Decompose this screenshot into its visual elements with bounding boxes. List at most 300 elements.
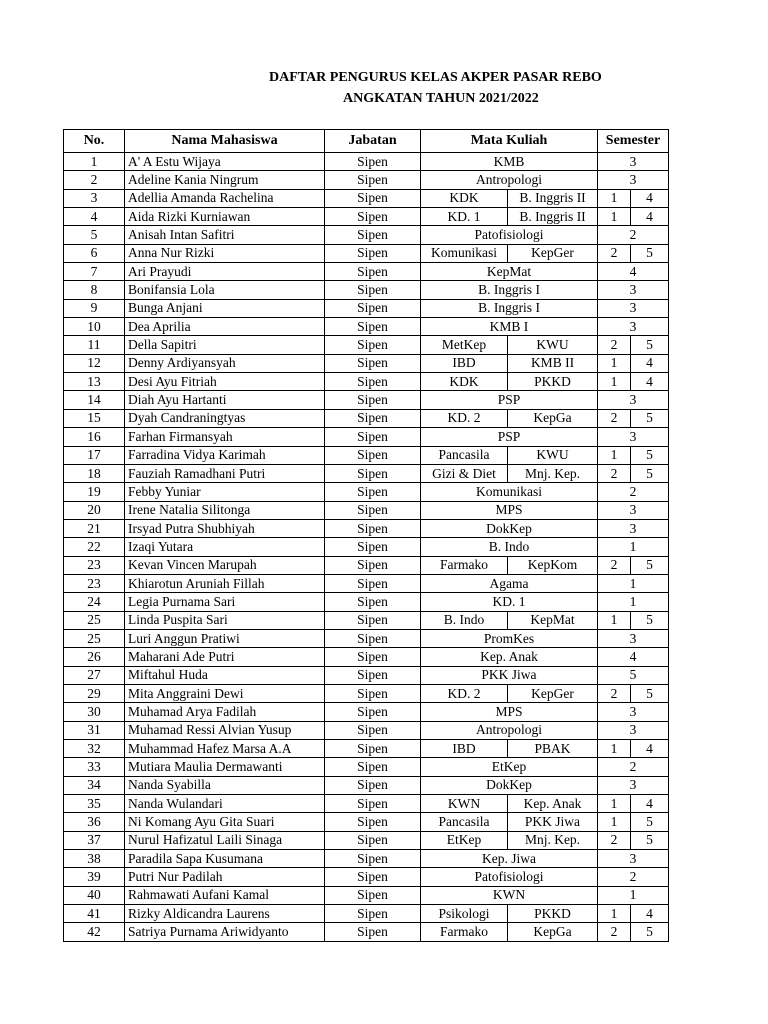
- position: Sipen: [325, 244, 421, 262]
- position: Sipen: [325, 391, 421, 409]
- document-title: DAFTAR PENGURUS KELAS AKPER PASAR REBO: [269, 70, 602, 85]
- student-name: Kevan Vincen Marupah: [125, 556, 325, 574]
- table-row: [64, 776, 669, 794]
- position: Sipen: [325, 666, 421, 684]
- position: Sipen: [325, 556, 421, 574]
- semester-value: 1: [598, 373, 631, 391]
- position: Sipen: [325, 721, 421, 739]
- course-name: PKKD: [508, 373, 598, 391]
- row-number: 8: [64, 281, 125, 299]
- position: Sipen: [325, 795, 421, 813]
- table-row: [64, 483, 669, 501]
- student-name: Irene Natalia Silitonga: [125, 501, 325, 519]
- position: Sipen: [325, 281, 421, 299]
- row-number: 1: [64, 153, 125, 171]
- row-number: 30: [64, 703, 125, 721]
- course-name: MetKep: [421, 336, 508, 354]
- row-number: 24: [64, 593, 125, 611]
- position: Sipen: [325, 758, 421, 776]
- course-name: KD. 2: [421, 684, 508, 702]
- row-number: 3: [64, 189, 125, 207]
- course-name: Pancasila: [421, 813, 508, 831]
- table-row: [64, 226, 669, 244]
- table-row: [64, 318, 669, 336]
- semester-value: 2: [598, 226, 669, 244]
- row-number: 35: [64, 795, 125, 813]
- course-name: Mnj. Kep.: [508, 831, 598, 849]
- semester-value: 2: [598, 684, 631, 702]
- table-row: [64, 464, 669, 482]
- semester-value: 5: [631, 446, 669, 464]
- semester-value: 3: [598, 281, 669, 299]
- course-name: B. Inggris II: [508, 208, 598, 226]
- course-name: IBD: [421, 354, 508, 372]
- student-name: Farradina Vidya Karimah: [125, 446, 325, 464]
- semester-value: 3: [598, 299, 669, 317]
- table-row: [64, 244, 669, 262]
- semester-value: 4: [631, 208, 669, 226]
- semester-value: 4: [598, 263, 669, 281]
- course-name: KepMat: [421, 263, 598, 281]
- semester-value: 4: [631, 795, 669, 813]
- position: Sipen: [325, 299, 421, 317]
- table-row: [64, 299, 669, 317]
- student-name: Adellia Amanda Rachelina: [125, 189, 325, 207]
- student-name: Izaqi Yutara: [125, 538, 325, 556]
- row-number: 18: [64, 464, 125, 482]
- semester-value: 3: [598, 171, 669, 189]
- semester-value: 1: [598, 446, 631, 464]
- position: Sipen: [325, 153, 421, 171]
- table-row: [64, 813, 669, 831]
- semester-value: 2: [598, 923, 631, 941]
- course-name: KWU: [508, 336, 598, 354]
- course-name: KDK: [421, 189, 508, 207]
- student-name: Febby Yuniar: [125, 483, 325, 501]
- position: Sipen: [325, 373, 421, 391]
- course-name: Farmako: [421, 923, 508, 941]
- course-name: KepGa: [508, 923, 598, 941]
- student-name: Mutiara Maulia Dermawanti: [125, 758, 325, 776]
- semester-value: 3: [598, 629, 669, 647]
- semester-value: 4: [631, 189, 669, 207]
- student-name: Linda Puspita Sari: [125, 611, 325, 629]
- course-name: PSP: [421, 428, 598, 446]
- row-number: 41: [64, 905, 125, 923]
- course-name: KMB II: [508, 354, 598, 372]
- position: Sipen: [325, 574, 421, 592]
- course-name: Mnj. Kep.: [508, 464, 598, 482]
- position: Sipen: [325, 611, 421, 629]
- course-name: KepMat: [508, 611, 598, 629]
- position: Sipen: [325, 171, 421, 189]
- student-name: Nanda Wulandari: [125, 795, 325, 813]
- semester-value: 5: [631, 611, 669, 629]
- row-number: 23: [64, 556, 125, 574]
- position: Sipen: [325, 263, 421, 281]
- position: Sipen: [325, 684, 421, 702]
- row-number: 2: [64, 171, 125, 189]
- row-number: 20: [64, 501, 125, 519]
- position: Sipen: [325, 776, 421, 794]
- semester-value: 1: [598, 886, 669, 904]
- course-name: KD. 2: [421, 409, 508, 427]
- table-header-row: [64, 130, 669, 153]
- course-name: DokKep: [421, 519, 598, 537]
- student-name: Anisah Intan Safitri: [125, 226, 325, 244]
- course-name: Pancasila: [421, 446, 508, 464]
- student-name: Rahmawati Aufani Kamal: [125, 886, 325, 904]
- course-name: MPS: [421, 501, 598, 519]
- semester-value: 1: [598, 593, 669, 611]
- semester-value: 3: [598, 391, 669, 409]
- position: Sipen: [325, 501, 421, 519]
- course-name: PromKes: [421, 629, 598, 647]
- semester-value: 5: [631, 923, 669, 941]
- table-row: [64, 446, 669, 464]
- course-name: Kep. Anak: [508, 795, 598, 813]
- course-name: Antropologi: [421, 171, 598, 189]
- semester-value: 5: [631, 813, 669, 831]
- semester-value: 3: [598, 703, 669, 721]
- course-name: MPS: [421, 703, 598, 721]
- semester-value: 4: [598, 648, 669, 666]
- student-name: A' A Estu Wijaya: [125, 153, 325, 171]
- row-number: 21: [64, 519, 125, 537]
- table-row: [64, 409, 669, 427]
- course-name: Patofisiologi: [421, 226, 598, 244]
- row-number: 13: [64, 373, 125, 391]
- table-row: [64, 923, 669, 941]
- row-number: 29: [64, 684, 125, 702]
- position: Sipen: [325, 850, 421, 868]
- table-row: [64, 831, 669, 849]
- table-row: [64, 593, 669, 611]
- table-row: [64, 538, 669, 556]
- position: Sipen: [325, 831, 421, 849]
- row-number: 23: [64, 574, 125, 592]
- row-number: 19: [64, 483, 125, 501]
- student-name: Diah Ayu Hartanti: [125, 391, 325, 409]
- semester-value: 1: [598, 574, 669, 592]
- semester-value: 5: [631, 831, 669, 849]
- course-name: KepKom: [508, 556, 598, 574]
- semester-value: 2: [598, 483, 669, 501]
- row-number: 26: [64, 648, 125, 666]
- row-number: 7: [64, 263, 125, 281]
- row-number: 39: [64, 868, 125, 886]
- student-name: Fauziah Ramadhani Putri: [125, 464, 325, 482]
- semester-value: 1: [598, 795, 631, 813]
- student-name: Ari Prayudi: [125, 263, 325, 281]
- course-name: PKKD: [508, 905, 598, 923]
- row-number: 25: [64, 611, 125, 629]
- row-number: 9: [64, 299, 125, 317]
- semester-value: 3: [598, 850, 669, 868]
- semester-value: 1: [598, 189, 631, 207]
- course-name: KDK: [421, 373, 508, 391]
- position: Sipen: [325, 629, 421, 647]
- table-row: [64, 556, 669, 574]
- row-number: 10: [64, 318, 125, 336]
- pengurus-table: [63, 129, 669, 942]
- header-nama: Nama Mahasiswa: [125, 130, 325, 153]
- position: Sipen: [325, 648, 421, 666]
- semester-value: 2: [598, 244, 631, 262]
- table-row: [64, 189, 669, 207]
- student-name: Khiarotun Aruniah Fillah: [125, 574, 325, 592]
- row-number: 40: [64, 886, 125, 904]
- course-name: KWN: [421, 886, 598, 904]
- position: Sipen: [325, 923, 421, 941]
- course-name: EtKep: [421, 831, 508, 849]
- semester-value: 1: [598, 740, 631, 758]
- position: Sipen: [325, 318, 421, 336]
- semester-value: 2: [598, 758, 669, 776]
- table-row: [64, 281, 669, 299]
- semester-value: 4: [631, 905, 669, 923]
- student-name: Bonifansia Lola: [125, 281, 325, 299]
- row-number: 37: [64, 831, 125, 849]
- student-name: Muhamad Arya Fadilah: [125, 703, 325, 721]
- semester-value: 3: [598, 318, 669, 336]
- course-name: DokKep: [421, 776, 598, 794]
- student-name: Putri Nur Padilah: [125, 868, 325, 886]
- semester-value: 3: [598, 776, 669, 794]
- student-name: Luri Anggun Pratiwi: [125, 629, 325, 647]
- table-row: [64, 648, 669, 666]
- table-body: [64, 153, 669, 942]
- student-name: Dea Aprilia: [125, 318, 325, 336]
- semester-value: 3: [598, 721, 669, 739]
- course-name: PKK Jiwa: [508, 813, 598, 831]
- position: Sipen: [325, 464, 421, 482]
- table-row: [64, 263, 669, 281]
- table-row: [64, 373, 669, 391]
- course-name: EtKep: [421, 758, 598, 776]
- row-number: 4: [64, 208, 125, 226]
- table-row: [64, 905, 669, 923]
- course-name: IBD: [421, 740, 508, 758]
- table-row: [64, 574, 669, 592]
- row-number: 22: [64, 538, 125, 556]
- course-name: KepGa: [508, 409, 598, 427]
- semester-value: 5: [598, 666, 669, 684]
- semester-value: 2: [598, 336, 631, 354]
- table-row: [64, 354, 669, 372]
- row-number: 38: [64, 850, 125, 868]
- course-name: Komunikasi: [421, 483, 598, 501]
- student-name: Ni Komang Ayu Gita Suari: [125, 813, 325, 831]
- semester-value: 5: [631, 336, 669, 354]
- position: Sipen: [325, 354, 421, 372]
- course-name: KMB: [421, 153, 598, 171]
- student-name: Aida Rizki Kurniawan: [125, 208, 325, 226]
- table-row: [64, 629, 669, 647]
- semester-value: 3: [598, 428, 669, 446]
- course-name: KWU: [508, 446, 598, 464]
- table-row: [64, 684, 669, 702]
- table-row: [64, 703, 669, 721]
- position: Sipen: [325, 740, 421, 758]
- course-name: B. Inggris II: [508, 189, 598, 207]
- table-row: [64, 850, 669, 868]
- semester-value: 5: [631, 556, 669, 574]
- row-number: 16: [64, 428, 125, 446]
- position: Sipen: [325, 336, 421, 354]
- student-name: Bunga Anjani: [125, 299, 325, 317]
- table-row: [64, 208, 669, 226]
- student-name: Desi Ayu Fitriah: [125, 373, 325, 391]
- row-number: 33: [64, 758, 125, 776]
- header-no: No.: [64, 130, 125, 153]
- semester-value: 2: [598, 409, 631, 427]
- semester-value: 1: [598, 538, 669, 556]
- semester-value: 1: [598, 208, 631, 226]
- course-name: B. Inggris I: [421, 299, 598, 317]
- semester-value: 2: [598, 868, 669, 886]
- position: Sipen: [325, 868, 421, 886]
- student-name: Farhan Firmansyah: [125, 428, 325, 446]
- semester-value: 4: [631, 354, 669, 372]
- student-name: Nurul Hafizatul Laili Sinaga: [125, 831, 325, 849]
- table-row: [64, 868, 669, 886]
- row-number: 5: [64, 226, 125, 244]
- table-row: [64, 428, 669, 446]
- semester-value: 1: [598, 611, 631, 629]
- semester-value: 5: [631, 684, 669, 702]
- semester-value: 3: [598, 519, 669, 537]
- semester-value: 2: [598, 556, 631, 574]
- student-name: Satriya Purnama Ariwidyanto: [125, 923, 325, 941]
- position: Sipen: [325, 483, 421, 501]
- position: Sipen: [325, 189, 421, 207]
- table-row: [64, 740, 669, 758]
- semester-value: 4: [631, 373, 669, 391]
- position: Sipen: [325, 409, 421, 427]
- row-number: 25: [64, 629, 125, 647]
- student-name: Dyah Candraningtyas: [125, 409, 325, 427]
- course-name: Farmako: [421, 556, 508, 574]
- position: Sipen: [325, 813, 421, 831]
- table-row: [64, 611, 669, 629]
- student-name: Nanda Syabilla: [125, 776, 325, 794]
- table-row: [64, 519, 669, 537]
- student-name: Irsyad Putra Shubhiyah: [125, 519, 325, 537]
- row-number: 12: [64, 354, 125, 372]
- semester-value: 1: [598, 905, 631, 923]
- semester-value: 5: [631, 409, 669, 427]
- student-name: Rizky Aldicandra Laurens: [125, 905, 325, 923]
- course-name: KMB I: [421, 318, 598, 336]
- table-row: [64, 336, 669, 354]
- course-name: B. Indo: [421, 538, 598, 556]
- row-number: 31: [64, 721, 125, 739]
- semester-value: 3: [598, 153, 669, 171]
- row-number: 34: [64, 776, 125, 794]
- table-row: [64, 171, 669, 189]
- position: Sipen: [325, 208, 421, 226]
- course-name: KD. 1: [421, 208, 508, 226]
- header-semester: Semester: [598, 130, 669, 153]
- row-number: 11: [64, 336, 125, 354]
- position: Sipen: [325, 593, 421, 611]
- student-name: Legia Purnama Sari: [125, 593, 325, 611]
- course-name: Agama: [421, 574, 598, 592]
- row-number: 17: [64, 446, 125, 464]
- course-name: KepGer: [508, 244, 598, 262]
- course-name: Antropologi: [421, 721, 598, 739]
- course-name: PSP: [421, 391, 598, 409]
- position: Sipen: [325, 519, 421, 537]
- position: Sipen: [325, 905, 421, 923]
- position: Sipen: [325, 538, 421, 556]
- document-subtitle: ANGKATAN TAHUN 2021/2022: [343, 91, 539, 106]
- student-name: Muhammad Hafez Marsa A.A: [125, 740, 325, 758]
- position: Sipen: [325, 703, 421, 721]
- semester-value: 5: [631, 464, 669, 482]
- semester-value: 1: [598, 813, 631, 831]
- course-name: KWN: [421, 795, 508, 813]
- course-name: KepGer: [508, 684, 598, 702]
- table-row: [64, 758, 669, 776]
- student-name: Della Sapitri: [125, 336, 325, 354]
- course-name: KD. 1: [421, 593, 598, 611]
- student-name: Maharani Ade Putri: [125, 648, 325, 666]
- course-name: PBAK: [508, 740, 598, 758]
- position: Sipen: [325, 886, 421, 904]
- table-row: [64, 721, 669, 739]
- course-name: Gizi & Diet: [421, 464, 508, 482]
- position: Sipen: [325, 226, 421, 244]
- row-number: 6: [64, 244, 125, 262]
- table-row: [64, 391, 669, 409]
- student-name: Muhamad Ressi Alvian Yusup: [125, 721, 325, 739]
- course-name: Kep. Jiwa: [421, 850, 598, 868]
- row-number: 36: [64, 813, 125, 831]
- table-row: [64, 795, 669, 813]
- student-name: Denny Ardiyansyah: [125, 354, 325, 372]
- semester-value: 2: [598, 464, 631, 482]
- row-number: 15: [64, 409, 125, 427]
- position: Sipen: [325, 428, 421, 446]
- row-number: 42: [64, 923, 125, 941]
- student-name: Paradila Sapa Kusumana: [125, 850, 325, 868]
- course-name: Kep. Anak: [421, 648, 598, 666]
- course-name: PKK Jiwa: [421, 666, 598, 684]
- semester-value: 3: [598, 501, 669, 519]
- course-name: Patofisiologi: [421, 868, 598, 886]
- semester-value: 5: [631, 244, 669, 262]
- position: Sipen: [325, 446, 421, 464]
- table-row: [64, 153, 669, 171]
- table-row: [64, 501, 669, 519]
- row-number: 27: [64, 666, 125, 684]
- header-mata-kuliah: Mata Kuliah: [421, 130, 598, 153]
- student-name: Anna Nur Rizki: [125, 244, 325, 262]
- course-name: Komunikasi: [421, 244, 508, 262]
- course-name: Psikologi: [421, 905, 508, 923]
- course-name: B. Inggris I: [421, 281, 598, 299]
- student-name: Miftahul Huda: [125, 666, 325, 684]
- row-number: 32: [64, 740, 125, 758]
- student-name: Adeline Kania Ningrum: [125, 171, 325, 189]
- header-jabatan: Jabatan: [325, 130, 421, 153]
- semester-value: 1: [598, 354, 631, 372]
- semester-value: 4: [631, 740, 669, 758]
- semester-value: 2: [598, 831, 631, 849]
- student-name: Mita Anggraini Dewi: [125, 684, 325, 702]
